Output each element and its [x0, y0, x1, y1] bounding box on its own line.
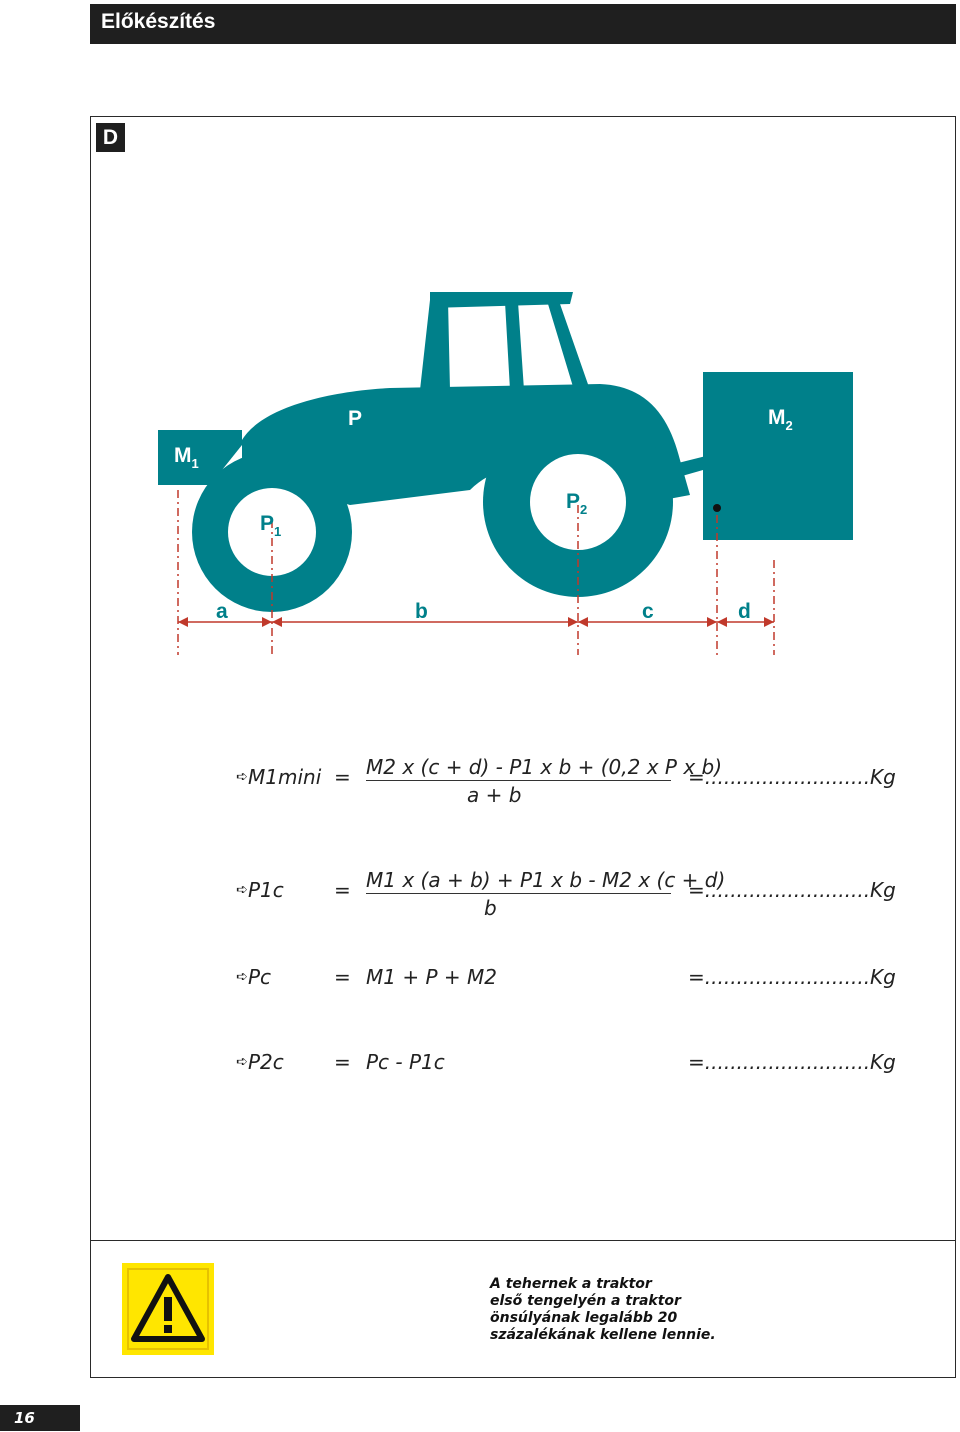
warning-line: százalékának kellene lennie.	[490, 1327, 716, 1343]
label-p: P	[348, 407, 363, 430]
label-p2: $P_2$	[566, 490, 588, 517]
warning-line: első tengelyén a traktor	[490, 1293, 681, 1309]
rear-implement-shape	[703, 372, 853, 540]
warning-text	[490, 1276, 790, 1344]
fraction-line	[366, 780, 671, 781]
arrow-icon: ➪	[236, 969, 248, 985]
page-title: Előkészítés	[101, 10, 216, 33]
arrow-icon: ➪	[236, 1054, 248, 1070]
formula-result: =..........................Kg	[688, 765, 896, 789]
warning-triangle-icon	[122, 1263, 214, 1355]
equals-sign: =	[334, 965, 351, 989]
label-p1: $P_1$	[260, 512, 282, 539]
dimension-arrows	[178, 617, 774, 627]
formula-result: =..........................Kg	[688, 965, 896, 989]
formula-result: =..........................Kg	[688, 878, 896, 902]
page-number: 16	[14, 1409, 35, 1427]
label-m1: $M_1$	[174, 444, 199, 471]
formula-expression: M1 + P + M2	[366, 965, 497, 989]
page-number-bar	[0, 1405, 80, 1431]
tractor-diagram	[150, 280, 860, 670]
equals-sign: =	[334, 765, 351, 789]
formula-m1mini	[236, 755, 896, 815]
label-m2: $M_2$	[768, 406, 793, 433]
section-badge: D	[96, 123, 125, 152]
formula-p2c	[236, 1040, 896, 1080]
formula-name: P1c	[248, 878, 284, 902]
warning-line: önsúlyának legalább 20	[490, 1310, 678, 1326]
label-c: c	[642, 600, 654, 623]
formula-result: =..........................Kg	[688, 1050, 896, 1074]
hitch-point-dot	[713, 504, 721, 512]
formula-p1c	[236, 868, 896, 928]
label-d: d	[738, 600, 751, 623]
label-a: a	[216, 600, 228, 623]
formula-name: M1mini	[248, 765, 322, 789]
arrow-icon: ➪	[236, 769, 248, 785]
warning-line: A tehernek a traktor	[490, 1276, 652, 1292]
arrow-icon: ➪	[236, 882, 248, 898]
formula-name: P2c	[248, 1050, 284, 1074]
formula-expression: Pc - P1c	[366, 1050, 445, 1074]
header-bar	[90, 4, 956, 44]
formula-numerator: M2 x (c + d) - P1 x b + (0,2 x P x b)	[366, 755, 723, 779]
cab-frame-shape	[420, 300, 590, 390]
warning-sign	[122, 1263, 214, 1355]
formula-name: Pc	[248, 965, 272, 989]
formula-denominator: b	[484, 896, 497, 920]
formula-numerator: M1 x (a + b) + P1 x b - M2 x (c + d)	[366, 868, 726, 892]
formula-pc	[236, 955, 896, 995]
fraction-line	[366, 893, 671, 894]
section-divider	[91, 1240, 955, 1241]
equals-sign: =	[334, 878, 351, 902]
equals-sign: =	[334, 1050, 351, 1074]
label-b: b	[415, 600, 428, 623]
formula-denominator: a + b	[467, 783, 522, 807]
